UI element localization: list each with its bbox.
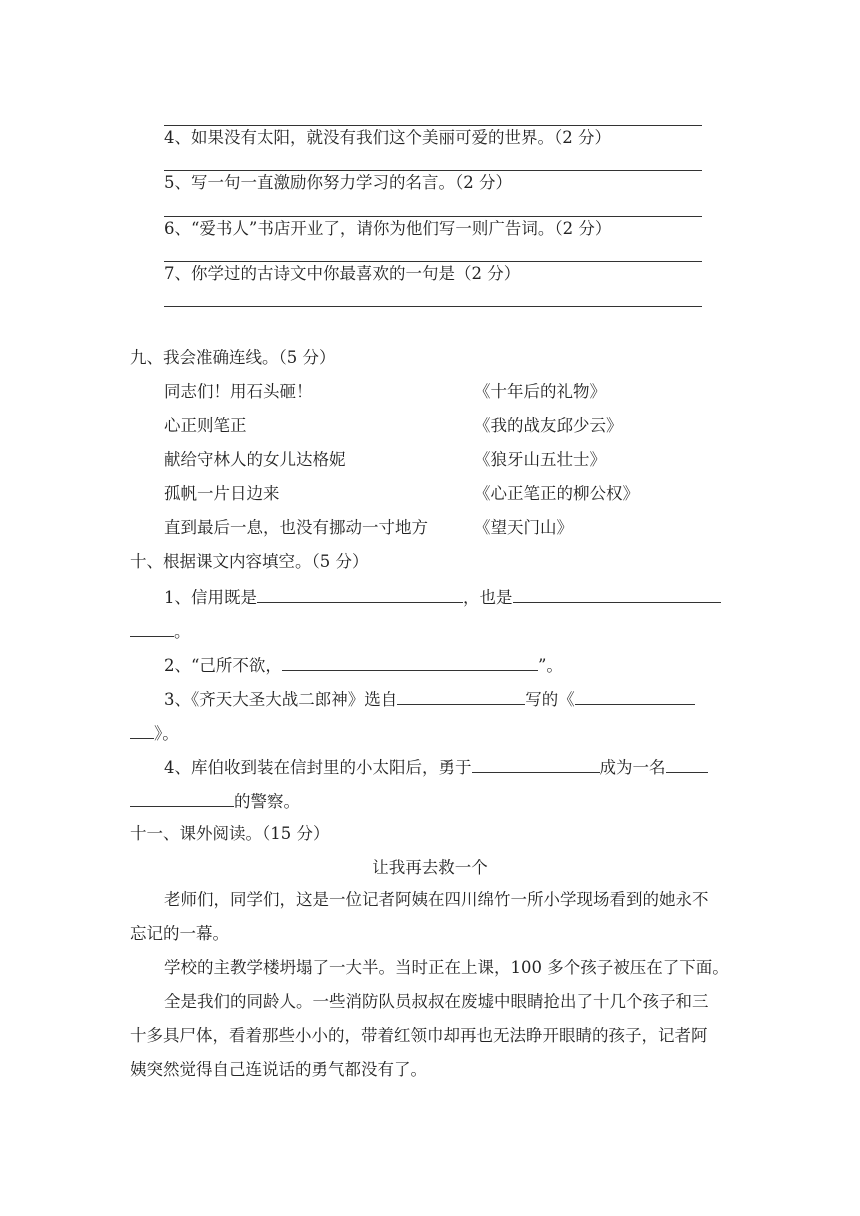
article-title: 让我再去救一个 [372,858,488,877]
fill-blank[interactable] [575,688,695,705]
match-left-item[interactable]: 献给守林人的女儿达格妮 [164,450,346,469]
answer-line-7[interactable] [164,306,702,307]
match-left-item[interactable]: 同志们！用石头砸！ [164,382,313,401]
match-left-item[interactable]: 直到最后一息，也没有挪动一寸地方 [164,518,428,537]
article-paragraph-line: 忘记的一幕。 [130,924,229,943]
fill-blank[interactable] [257,586,463,603]
fill-blank[interactable] [513,586,721,603]
fill-question-4-cont [130,790,300,812]
match-right-item[interactable]: 《狼牙山五壮士》 [474,450,606,469]
fill-question-4 [164,756,708,778]
question-8-5: 5、写一句一直激励你努力学习的名言。（2 分） [164,173,512,192]
fill-text: 。 [174,622,191,641]
fill-blank[interactable] [397,688,525,705]
answer-line-3[interactable] [164,125,702,126]
match-left-item[interactable]: 孤帆一片日边来 [164,484,280,503]
fill-blank[interactable] [130,722,154,739]
question-8-7: 7、你学过的古诗文中你最喜欢的一句是（2 分） [164,264,521,283]
fill-question-3-cont [130,722,179,744]
fill-question-2 [164,654,563,676]
section-11-heading: 十一、课外阅读。（15 分） [130,824,330,843]
match-left-item[interactable]: 心正则笔正 [164,416,247,435]
fill-text: 写的《 [525,690,575,709]
match-right-item[interactable]: 《望天门山》 [474,518,573,537]
fill-text: ，也是 [463,588,513,607]
article-paragraph-line: 全是我们的同龄人。一些消防队员叔叔在废墟中眼睛抢出了十几个孩子和三 [164,992,709,1011]
fill-text: 的警察。 [234,792,300,811]
fill-text: ”。 [537,656,563,675]
fill-blank[interactable] [472,756,600,773]
fill-blank[interactable] [130,790,234,807]
article-paragraph-line: 老师们，同学们，这是一位记者阿姨在四川绵竹一所小学现场看到的她永不 [164,890,709,909]
fill-text: 2、“己所不欲， [164,656,282,675]
question-8-4: 4、如果没有太阳，就没有我们这个美丽可爱的世界。（2 分） [164,128,611,147]
fill-blank[interactable] [130,620,174,637]
fill-text: 》。 [154,724,179,743]
match-right-item[interactable]: 《十年后的礼物》 [474,382,606,401]
answer-line-6[interactable] [164,261,702,262]
section-9-heading: 九、我会准确连线。（5 分） [130,348,336,367]
fill-text: 成为一名 [599,758,666,777]
section-10-heading: 十、根据课文内容填空。（5 分） [130,552,369,571]
article-paragraph-line: 姨突然觉得自己连说话的勇气都没有了。 [130,1060,427,1079]
fill-blank[interactable] [282,654,538,671]
fill-text: 1、信用既是 [164,588,257,607]
fill-question-3 [164,688,695,710]
question-8-6: 6、“爱书人”书店开业了，请你为他们写一则广告词。（2 分） [164,219,612,238]
article-paragraph-line: 十多具尸体，看着那些小小的，带着红领巾却再也无法睁开眼睛的孩子，记者阿 [130,1026,708,1045]
answer-line-4[interactable] [164,170,702,171]
fill-text: 3、《齐天大圣大战二郎神》选自 [164,690,398,709]
fill-question-1-cont [130,620,191,642]
fill-question-1 [164,586,721,608]
match-right-item[interactable]: 《心正笔正的柳公权》 [474,484,639,503]
article-paragraph-line: 学校的主教学楼坍塌了一大半。当时正在上课，100 多个孩子被压在了下面。 [164,958,729,977]
match-right-item[interactable]: 《我的战友邱少云》 [474,416,623,435]
fill-blank[interactable] [666,756,708,773]
fill-text: 4、库伯收到装在信封里的小太阳后，勇于 [164,758,472,777]
answer-line-5[interactable] [164,216,702,217]
